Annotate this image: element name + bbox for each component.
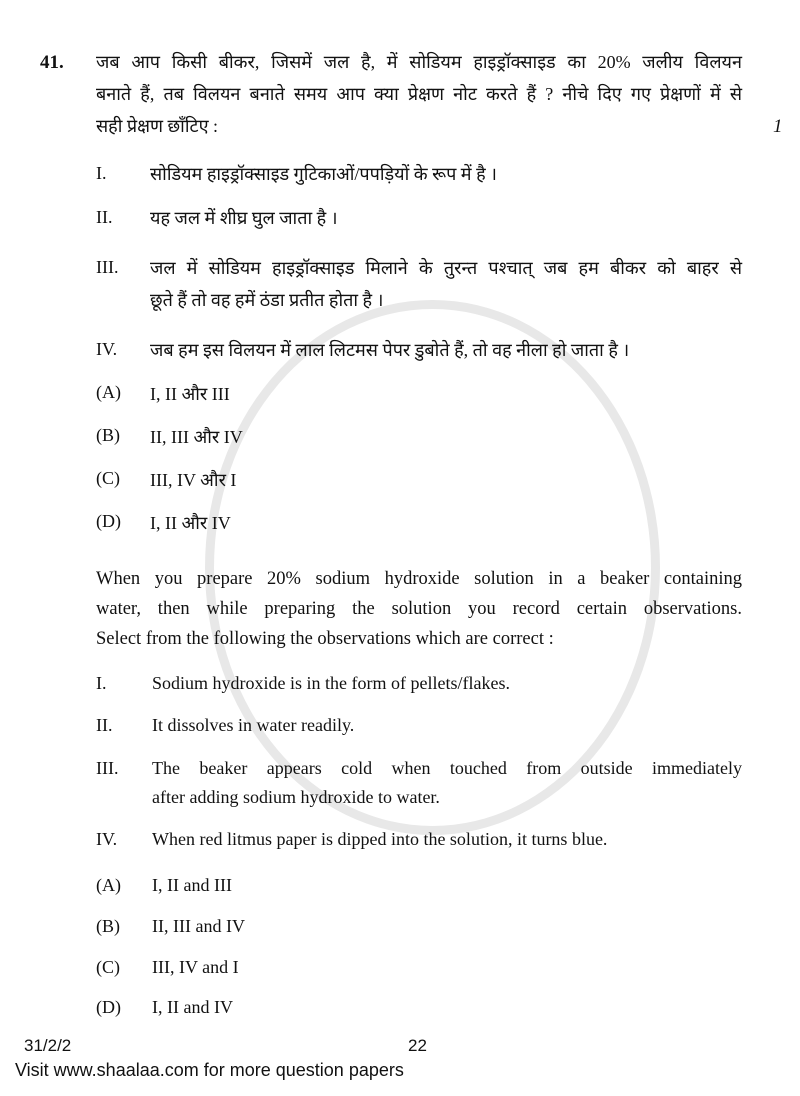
option-label: (C) xyxy=(96,468,120,488)
hindi-statement: छूते हैं तो वह हमें ठंडा प्रतीत होता है । xyxy=(150,290,384,310)
watermark-circle xyxy=(205,300,660,835)
statement-label: IV. xyxy=(96,829,118,849)
english-stem-line: When you prepare 20% sodium hydroxide solution in a beaker containing xyxy=(96,569,742,589)
paper-code: 31/2/2 xyxy=(24,1036,72,1055)
option-label: (A) xyxy=(96,382,121,402)
english-stem-line: Select from the following the observations which are correct : xyxy=(96,629,554,649)
option-label: (D) xyxy=(96,997,121,1017)
english-statement: The beaker appears cold when touched from outside immediately xyxy=(152,758,742,778)
marks: 1 xyxy=(773,116,783,137)
english-stem-line: water, then while preparing the solution you record certain observations. xyxy=(96,599,742,619)
statement-label: II. xyxy=(96,207,113,227)
option-label: (D) xyxy=(96,511,121,531)
english-option: I, II and III xyxy=(152,875,232,895)
hindi-option: II, III और IV xyxy=(150,427,243,447)
hindi-option: I, II और IV xyxy=(150,513,231,533)
option-label: (B) xyxy=(96,425,120,445)
hindi-stem-line: जब आप किसी बीकर, जिसमें जल है, में सोडियम हाइड्रॉक्साइड का 20% जलीय विलयन xyxy=(96,52,742,72)
hindi-statement: जब हम इस विलयन में लाल लिटमस पेपर डुबोते हैं, तो वह नीला हो जाता है । xyxy=(150,340,630,360)
statement-label: I. xyxy=(96,163,107,183)
hindi-statement: सोडियम हाइड्रॉक्साइड गुटिकाओं/पपड़ियों के रूप में है । xyxy=(150,164,497,184)
statement-label: IV. xyxy=(96,339,118,359)
option-label: (A) xyxy=(96,875,121,895)
hindi-statement: जल में सोडियम हाइड्रॉक्साइड मिलाने के तुरन्त पश्चात् जब हम बीकर को बाहर से xyxy=(150,258,742,278)
option-label: (C) xyxy=(96,957,120,977)
english-statement: after adding sodium hydroxide to water. xyxy=(152,787,440,807)
hindi-option: III, IV और I xyxy=(150,470,237,490)
hindi-option: I, II और III xyxy=(150,384,230,404)
hindi-stem-line: बनाते हैं, तब विलयन बनाते समय आप क्या प्रेक्षण नोट करते हैं ? नीचे दिए गए प्रेक्षणों में से xyxy=(96,84,742,104)
english-option: II, III and IV xyxy=(152,916,245,936)
statement-label: III. xyxy=(96,257,119,277)
english-option: I, II and IV xyxy=(152,997,233,1017)
english-statement: When red litmus paper is dipped into the solution, it turns blue. xyxy=(152,829,608,849)
question-number: 41. xyxy=(40,52,64,73)
english-statement: It dissolves in water readily. xyxy=(152,715,355,735)
statement-label: I. xyxy=(96,673,107,693)
option-label: (B) xyxy=(96,916,120,936)
visit-link[interactable]: Visit www.shaalaa.com for more question papers xyxy=(15,1060,404,1080)
statement-label: III. xyxy=(96,758,119,778)
page-number: 22 xyxy=(408,1036,427,1055)
statement-label: II. xyxy=(96,715,113,735)
hindi-statement: यह जल में शीघ्र घुल जाता है । xyxy=(150,208,338,228)
hindi-stem-line: सही प्रेक्षण छाँटिए : xyxy=(96,116,219,136)
english-option: III, IV and I xyxy=(152,957,239,977)
english-statement: Sodium hydroxide is in the form of pellets/flakes. xyxy=(152,673,510,693)
